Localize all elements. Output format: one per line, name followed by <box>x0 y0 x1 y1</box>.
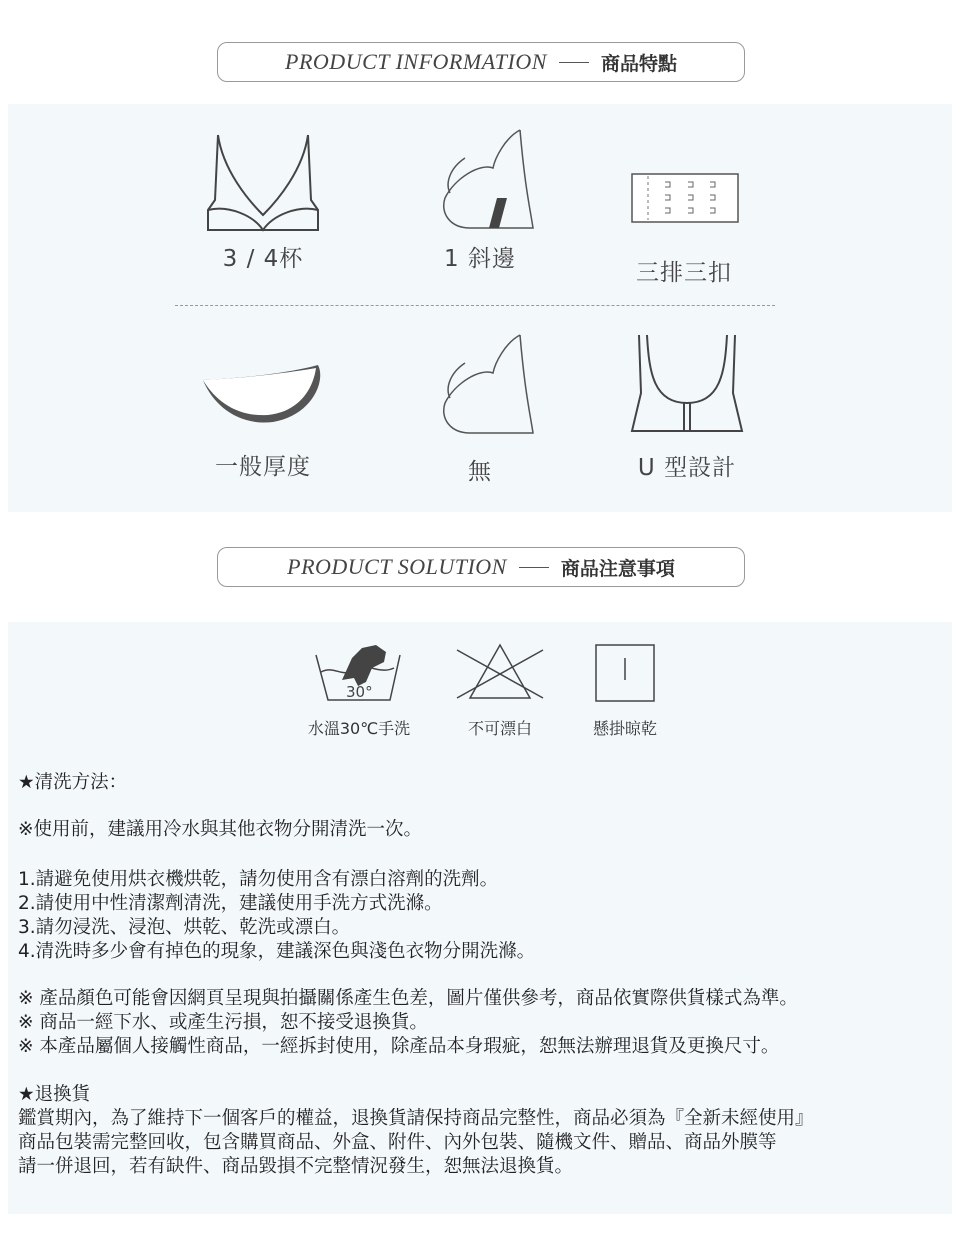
product-solution-header <box>217 547 745 587</box>
feature-thickness <box>163 360 363 481</box>
section-title-en: PRODUCT INFORMATION <box>285 49 547 74</box>
feature-side <box>380 128 580 273</box>
hand-wash-icon <box>314 640 404 704</box>
wash-item: 1.請避免使用烘衣機烘乾，請勿使用含有漂白溶劑的洗劑。 <box>18 869 499 890</box>
notice: ※ 商品一經下水、或產生污損，恕不接受退換貨。 <box>18 1012 428 1033</box>
feature-label: 無 <box>468 459 492 485</box>
care-label: 水溫30℃手洗 <box>307 719 411 738</box>
feature-underwire <box>380 333 580 486</box>
divider <box>559 62 589 63</box>
side-boning-icon <box>425 128 535 234</box>
care-label: 不可漂白 <box>467 719 532 738</box>
no-bleach-icon <box>455 640 545 704</box>
hang-dry-icon <box>580 640 670 704</box>
section-title-zh: 商品注意事項 <box>560 557 675 580</box>
feature-hooks <box>585 172 785 287</box>
returns-line: 鑑賞期內，為了維持下一個客戶的權益，退換貨請保持商品完整性，商品必須為『全新未經使用』 <box>18 1108 814 1129</box>
returns-line: 請一併退回，若有缺件、商品毀損不完整情況發生，恕無法退換貨。 <box>18 1156 574 1177</box>
care-hang-dry <box>555 640 695 739</box>
feature-label: 一般厚度 <box>215 454 311 480</box>
u-back-icon <box>629 333 745 437</box>
feature-label: 3 / 4杯 <box>222 246 304 272</box>
feature-label: 1 斜邊 <box>444 246 516 272</box>
wash-item: 2.請使用中性清潔劑清洗，建議使用手洗方式洗滌。 <box>18 893 443 914</box>
underwire-none-icon <box>425 333 535 439</box>
section-title-en: PRODUCT SOLUTION <box>287 554 507 579</box>
feature-label: 三排三扣 <box>636 260 732 286</box>
returns-line: 商品包裝需完整回收，包含購買商品、外盒、附件、內外包裝、隨機文件、贈品、商品外膜等 <box>18 1132 777 1153</box>
wash-item: 3.請勿浸洗、浸泡、烘乾、乾洗或漂白。 <box>18 917 351 938</box>
wash-temp: 30° <box>346 683 373 701</box>
notice: ※ 產品顏色可能會因網頁呈現與拍攝關係產生色差，圖片僅供參考，商品依實際供貨樣式為準。 <box>18 988 798 1009</box>
wash-item: 4.清洗時多少會有掉色的現象，建議深色與淺色衣物分開洗滌。 <box>18 941 536 962</box>
padding-thickness-icon <box>198 360 328 426</box>
care-no-bleach <box>430 640 570 739</box>
care-label: 懸掛晾乾 <box>592 719 657 738</box>
bra-3-4-cup-icon <box>203 130 323 234</box>
divider <box>519 567 549 568</box>
care-hand-wash <box>289 640 429 739</box>
wash-heading: ★清洗方法： <box>18 772 128 793</box>
notice: ※ 本產品屬個人接觸性商品，一經拆封使用，除產品本身瑕疵，恕無法辦理退貨及更換尺寸。 <box>18 1036 780 1057</box>
feature-label: U 型設計 <box>637 455 737 481</box>
feature-u-back <box>587 333 787 482</box>
feature-cup <box>163 130 363 273</box>
hook-eye-closure-icon <box>630 172 740 224</box>
product-information-header <box>217 42 745 82</box>
dashed-divider <box>175 305 775 306</box>
returns-heading: ★退換貨 <box>18 1084 91 1105</box>
section-title-zh: 商品特點 <box>600 52 677 75</box>
wash-note: ※使用前，建議用冷水與其他衣物分開清洗一次。 <box>18 819 423 840</box>
